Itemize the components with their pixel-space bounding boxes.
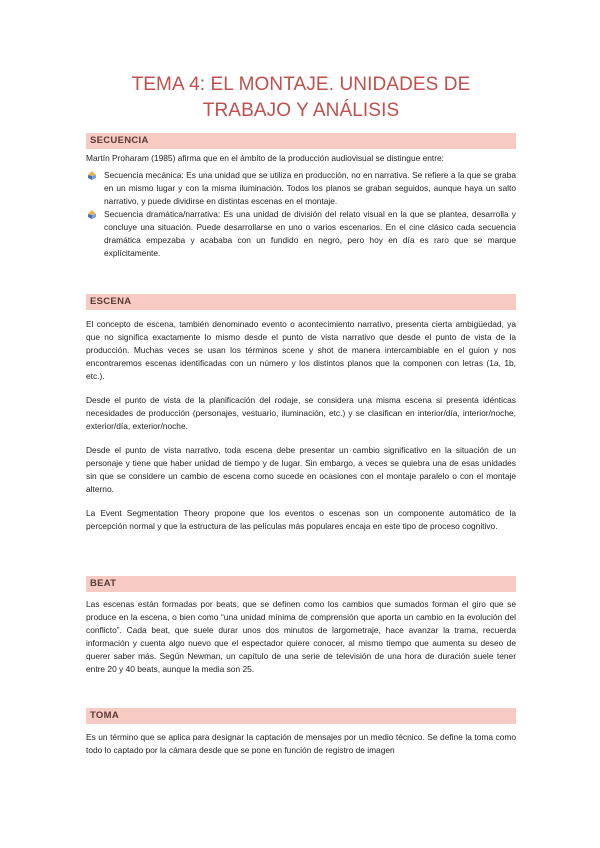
section-heading-escena [86,294,516,310]
bullet-icon [88,210,96,219]
page-title: TEMA 4: EL MONTAJE. UNIDADES DE TRABAJO Y ANÁLISIS [131,74,471,121]
section-body-escena [86,318,516,533]
section-heading-toma [86,708,516,724]
paragraph: Desde el punto de vista de la planificación del rodaje, se considera una misma escena si presenta idénticas necesidades de producción (personajes, vestuario, iluminación, etc.) y se clasifican en interior/día, interior/noche, exterior/día, exterior/noche. [86,395,516,431]
bullet-icon [88,171,96,180]
list-item: Secuencia dramática/narrativa: Es una unidad de división del relato visual en la que se plantea, desarrolla y concluye una situación. Puede desarrollarse en uno o varios escenarios. En el cine clásico cada secuencia dramática empezaba y acababa con un fundido en negro, pero hoy en día es raro que se marque explícitamente. [86,208,516,260]
list-item: Secuencia mecánica: Es una unidad que se utiliza en producción, no en narrativa. Se refiere a la que se graba en un mismo lugar y con la misma iluminación. Todos los planos se graban seguidos, aunque haya un salto narrativo, y puede dividirse en distintas escenas en el montaje. [86,169,516,208]
paragraph: La Event Segmentation Theory propone que los eventos o escenas son un componente automático de la percepción normal y que la estructura de las películas más populares encaja en este tipo de proceso cognitivo. [86,508,516,531]
section-heading-secuencia [86,133,516,149]
paragraph: Es un término que se aplica para designar la captación de mensajes por un medio técnico. Se define la toma como todo lo captado por la cámara desde que se pone en función de registro de imagen [86,732,516,755]
section-heading-label: BEAT [90,578,117,589]
paragraph: Martín Proharam (1985) afirma que en el ámbito de la producción audiovisual se distingue entre: [86,153,444,163]
paragraph: Las escenas están formadas por beats, que se definen como los cambios que sumados forman el giro que se produce en la escena, o bien como “una unidad mínima de comprensión que aporta un cambio en la evolución del conflicto”. Cada beat, que suele durar unos dos minutos de largometraje, hace avanzar la trama, recuerda información y cuenta algo nuevo que el espectador quiere conocer, al mismo tiempo que aumenta su deseo de querer saber más. Según Newman, un capítulo de una serie de televisión de una hora de duración suele tener entre 20 y 40 beats, aunque la media son 25. [86,599,516,674]
section-heading-label: ESCENA [90,296,132,307]
section-body-secuencia [86,152,516,260]
section-heading-label: TOMA [90,710,119,721]
paragraph: El concepto de escena, también denominado evento o acontecimiento narrativo, presenta cierta ambigüedad, ya que no significa exactamente lo mismo desde el punto de vista narrativo que desde el punto de vista de la producción. Muchas veces se usan los términos scene y shot de manera intercambiable en el guion y nos encontraremos escenas identificadas con un número y los distintos planos que la componen con letras (1a, 1b, etc.). [86,319,516,381]
section-body-beat [86,598,516,676]
section-heading-beat [86,576,516,592]
section-heading-label: SECUENCIA [90,135,149,146]
paragraph: Desde el punto de vista narrativo, toda escena debe presentar un cambio significativo en la situación de un personaje y tiene que haber unidad de tiempo y de lugar. Sin embargo, a veces se quiebra una de esas unidades sin que se considere un cambio de escena como sucede en ocasiones con el montaje paralelo o con el montaje alterno. [86,445,516,494]
section-body-toma [86,731,516,757]
bullet-list [86,169,516,260]
